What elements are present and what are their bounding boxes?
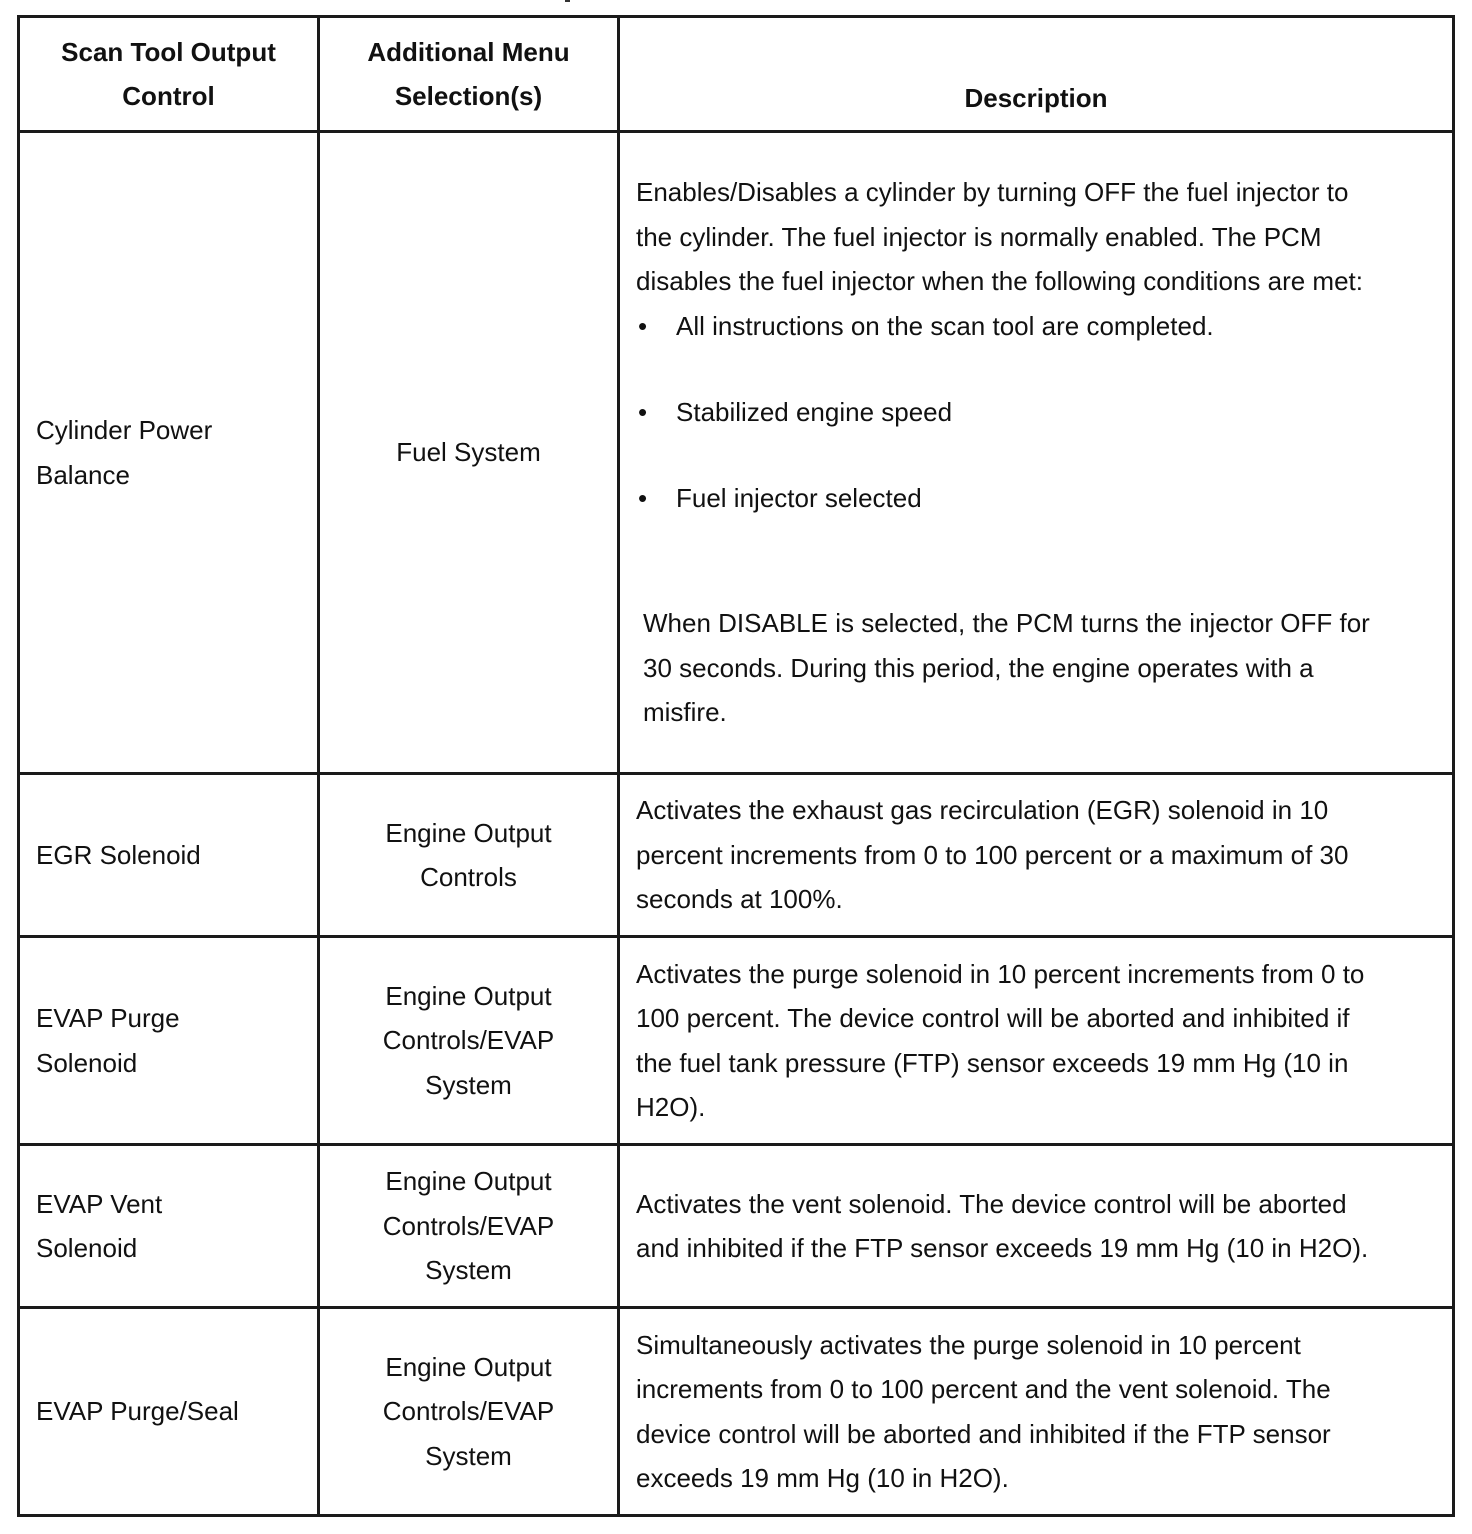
page-mark (565, 0, 570, 2)
menu-cell (319, 1145, 619, 1308)
list-item: • All instructions on the scan tool are completed. (636, 304, 1376, 349)
table-row (19, 132, 1454, 774)
spacer (636, 520, 1376, 601)
control-text: Solenoid (36, 1047, 138, 1078)
control-cell (19, 937, 319, 1145)
table-header-row (19, 17, 1454, 132)
menu-text: System (425, 1440, 512, 1471)
description-cell (619, 1308, 1454, 1516)
control-cell (19, 132, 319, 774)
header-additional-menu-selections (319, 17, 619, 132)
control-cell (19, 1145, 319, 1308)
control-text: EGR Solenoid (36, 839, 201, 870)
menu-text: Controls (420, 862, 517, 892)
menu-cell (319, 132, 619, 774)
list-item: • Stabilized engine speed (636, 390, 1376, 435)
menu-text: Engine Output (385, 1166, 552, 1197)
header-text: Scan Tool Output (61, 36, 276, 67)
description-cell (619, 132, 1454, 774)
table-row (19, 1308, 1454, 1516)
control-text: EVAP Purge (36, 1003, 180, 1033)
menu-text: System (425, 1255, 512, 1286)
table-row (19, 1145, 1454, 1308)
control-text: Cylinder Power (36, 415, 213, 445)
control-text: EVAP Vent (36, 1188, 163, 1219)
header-scan-tool-output-control (19, 17, 319, 132)
description-cell (619, 774, 1454, 937)
menu-cell (319, 1308, 619, 1516)
table-row (19, 937, 1454, 1145)
menu-text: Controls/EVAP (382, 1396, 555, 1427)
control-cell (19, 1308, 319, 1516)
description-text: Activates the purge solenoid in 10 percent increments from 0 to 100 percent. The device control will be aborted and inhibited if the fuel tank pressure (FTP) sensor exceeds 19 mm Hg (10 in H2O). (636, 958, 1365, 1122)
list-item: • Fuel injector selected (636, 476, 1376, 521)
menu-text: Fuel System (396, 437, 541, 468)
header-description (619, 17, 1454, 132)
menu-text: Engine Output (385, 817, 552, 848)
table-row (19, 774, 1454, 937)
description-cell (619, 937, 1454, 1145)
control-text: Balance (36, 459, 130, 490)
description-cell (619, 1145, 1454, 1308)
control-text: EVAP Purge/Seal (36, 1396, 239, 1427)
header-text: Control (122, 81, 215, 111)
description-text: Activates the vent solenoid. The device control will be aborted and inhibited if the FTP sensor exceeds 19 mm Hg (10 in H2O). (636, 1188, 1369, 1263)
description-note: When DISABLE is selected, the PCM turns the injector OFF for 30 seconds. During this period, the engine operates with a misfire. (643, 608, 1370, 728)
menu-cell (319, 937, 619, 1145)
header-text: Selection(s) (394, 81, 543, 111)
output-controls-table (17, 15, 1455, 1517)
menu-text: Engine Output (385, 980, 552, 1011)
header-text: Description (964, 82, 1108, 113)
menu-text: Controls/EVAP (382, 1025, 555, 1056)
menu-cell (319, 774, 619, 937)
header-text: Additional Menu (367, 36, 570, 67)
description-text: Simultaneously activates the purge solenoid in 10 percent increments from 0 to 100 percent and the vent solenoid. The device control will be aborted and inhibited if the FTP sensor exceeds 19 mm Hg (10 in H2O). (636, 1329, 1331, 1493)
menu-text: System (425, 1069, 512, 1100)
control-cell (19, 774, 319, 937)
control-text: Solenoid (36, 1233, 138, 1263)
conditions-list (636, 304, 1376, 521)
menu-text: Controls/EVAP (382, 1210, 555, 1241)
menu-text: Engine Output (385, 1351, 552, 1382)
description-text: Activates the exhaust gas recirculation (EGR) solenoid in 10 percent increments from 0 to 100 percent or a maximum of 30 seconds at 100%. (636, 795, 1349, 915)
description-text: Enables/Disables a cylinder by turning OFF the fuel injector to the cylinder. The fuel injector is normally enabled. The PCM disables the fuel injector when the following conditions are met: (636, 177, 1363, 297)
